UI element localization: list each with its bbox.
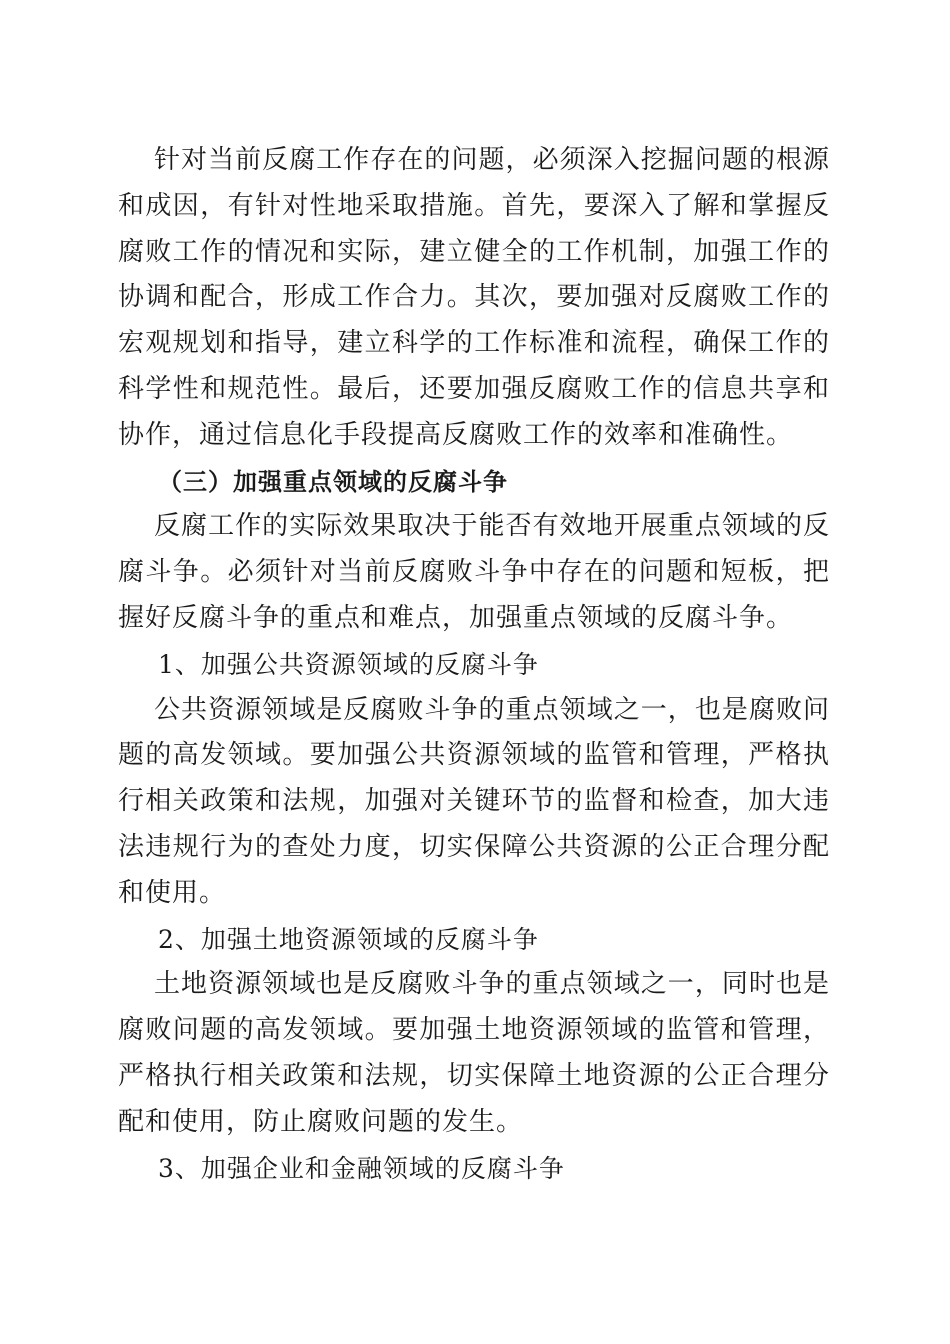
subheading-public-resources: 1、加强公共资源领域的反腐斗争 <box>158 649 539 679</box>
body-paragraph-public-resources: 公共资源领域是反腐败斗争的重点领域之一，也是腐败问题的高发领域。要加强公共资源领域的监管和管理，严格执行相关政策和法规，加强对关键环节的监督和检查，加大违法违规行为的查处力度，切实保障公共资源的公正合理分配和使用。 <box>118 694 830 908</box>
body-paragraph-causes: 针对当前反腐工作存在的问题，必须深入挖掘问题的根源和成因，有针对性地采取措施。首先，要深入了解和掌握反腐败工作的情况和实际，建立健全的工作机制，加强工作的协调和配合，形成工作合力。其次，要加强对反腐败工作的宏观规划和指导，建立科学的工作标准和流程，确保工作的科学性和规范性。最后，还要加强反腐败工作的信息共享和协作，通过信息化手段提高反腐败工作的效率和准确性。 <box>118 145 830 450</box>
section-heading-key-areas: （三）加强重点领域的反腐斗争 <box>158 466 508 496</box>
subheading-enterprise-finance: 3、加强企业和金融领域的反腐斗争 <box>158 1153 565 1183</box>
body-paragraph-land-resources: 土地资源领域也是反腐败斗争的重点领域之一，同时也是腐败问题的高发领域。要加强土地资源领域的监管和管理，严格执行相关政策和法规，切实保障土地资源的公正合理分配和使用，防止腐败问题的发生。 <box>118 969 830 1137</box>
subheading-land-resources: 2、加强土地资源领域的反腐斗争 <box>158 924 539 954</box>
document-page <box>118 138 830 1191</box>
body-paragraph-key-areas: 反腐工作的实际效果取决于能否有效地开展重点领域的反腐斗争。必须针对当前反腐败斗争中存在的问题和短板，把握好反腐斗争的重点和难点，加强重点领域的反腐斗争。 <box>118 511 830 633</box>
